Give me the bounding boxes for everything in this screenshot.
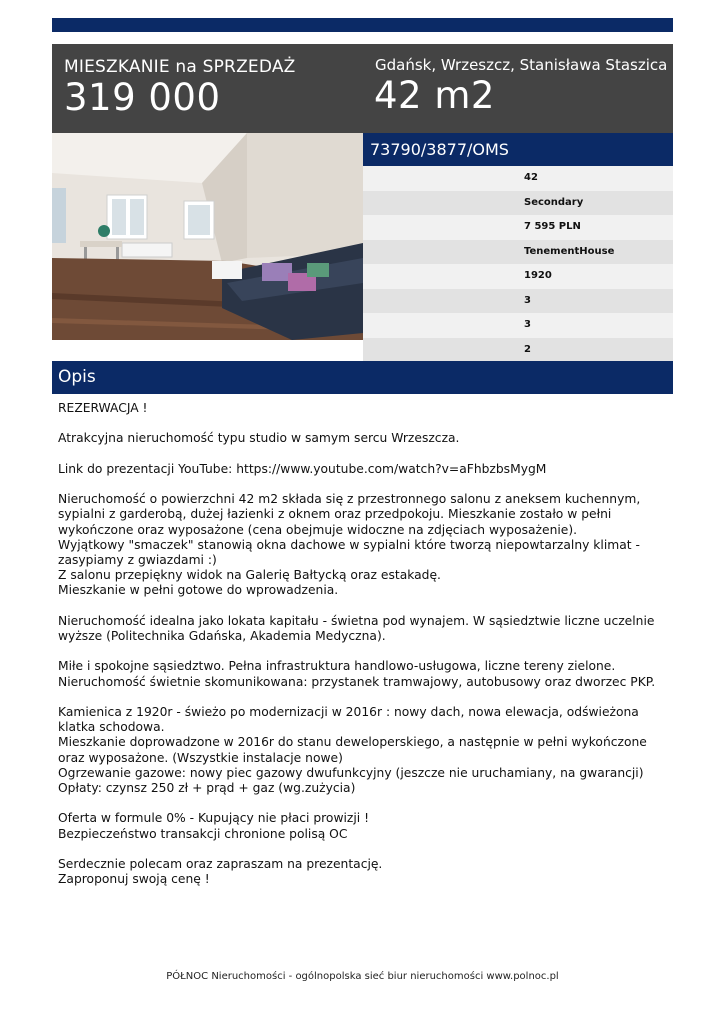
location: Gdańsk, Wrzeszcz, Stanisława Staszica bbox=[375, 56, 668, 74]
paragraph bbox=[58, 462, 658, 477]
text-line: Wyjątkowy "smaczek" stanowią okna dachowe w sypialni które tworzą niepowtarzalny klimat - zasypiamy z gwiazdami :) bbox=[58, 537, 640, 567]
page-footer: PÓŁNOC Nieruchomości - ogólnopolska sieć biur nieruchomości www.polnoc.pl bbox=[166, 971, 559, 982]
offer-type: MIESZKANIE na SPRZEDAŻ bbox=[64, 57, 296, 77]
paragraph bbox=[58, 705, 658, 796]
paragraph bbox=[58, 492, 658, 598]
paragraph bbox=[58, 614, 658, 644]
text-line: Mieszkanie w pełni gotowe do wprowadzenia. bbox=[58, 583, 339, 598]
detail-row: 7 595 PLN bbox=[363, 215, 673, 240]
youtube-link[interactable]: Link do prezentacji YouTube: https://www.youtube.com/watch?v=aFhbzbsMygM bbox=[58, 461, 547, 476]
text-line: Atrakcyjna nieruchomość typu studio w samym sercu Wrzeszcza. bbox=[58, 431, 460, 446]
reference-number: 73790/3877/OMS bbox=[363, 133, 673, 166]
detail-row: 2 bbox=[363, 338, 673, 363]
area: 42 m2 bbox=[374, 74, 495, 117]
text-line: Serdecznie polecam oraz zapraszam na prezentację. bbox=[58, 856, 383, 871]
text-line: Opłaty: czynsz 250 zł + prąd + gaz (wg.zużycia) bbox=[58, 780, 356, 795]
text-line: Ogrzewanie gazowe: nowy piec gazowy dwufunkcyjny (jeszcze nie uruchamiany, na gwarancji) bbox=[58, 765, 644, 780]
description-title: Opis bbox=[58, 367, 96, 387]
detail-row: Secondary bbox=[363, 191, 673, 216]
detail-row: TenementHouse bbox=[363, 240, 673, 265]
text-line: Nieruchomość idealna jako lokata kapitału - świetna pod wynajem. W sąsiedztwie liczne uczelnie wyższe (Politechnika Gdańska, Akademia Medyczna). bbox=[58, 613, 655, 643]
text-line: Oferta w formule 0% - Kupujący nie płaci prowizji ! bbox=[58, 811, 370, 826]
paragraph bbox=[58, 857, 658, 887]
paragraph bbox=[58, 659, 658, 689]
details-table bbox=[363, 166, 673, 362]
text-line: Zaproponuj swoją cenę ! bbox=[58, 872, 210, 887]
top-accent-bar bbox=[52, 18, 673, 32]
text-line: Nieruchomość świetnie skomunikowana: przystanek tramwajowy, autobusowy oraz dworzec PKP. bbox=[58, 674, 656, 689]
text-line: Kamienica z 1920r - świeżo po modernizacji w 2016r : nowy dach, nowa elewacja, odświeżona klatka schodowa. bbox=[58, 704, 639, 735]
text-line: Nieruchomość o powierzchni 42 m2 składa się z przestronnego salonu z aneksem kuchennym, sypialni z garderobą, dużej łazienki z oknem oraz przedpokoju. Mieszkanie zostało w pełni wykończone oraz wyposażone (cena obejmuje widoczne na zdjęciach wyposażenie). bbox=[58, 492, 641, 537]
detail-row: 1920 bbox=[363, 264, 673, 289]
text-line: Mieszkanie doprowadzone w 2016r do stanu deweloperskiego, a następnie w pełni wykończone oraz wyposażone. (Wszystkie instalacje nowe) bbox=[58, 735, 647, 765]
paragraph bbox=[58, 431, 658, 446]
paragraph bbox=[58, 401, 658, 416]
text-line: Miłe i spokojne sąsiedztwo. Pełna infrastruktura handlowo-usługowa, liczne tereny zielone. bbox=[58, 659, 616, 674]
details-panel bbox=[363, 133, 673, 362]
text-line: Z salonu przepiękny widok na Galerię Bałtycką oraz estakadę. bbox=[58, 568, 441, 583]
price: 319 000 bbox=[64, 76, 221, 119]
detail-row: 3 bbox=[363, 289, 673, 314]
text-line: REZERWACJA ! bbox=[58, 401, 148, 415]
detail-row: 42 bbox=[363, 166, 673, 191]
description-body bbox=[58, 401, 658, 903]
paragraph bbox=[58, 811, 658, 841]
description-heading bbox=[52, 361, 673, 394]
listing-header bbox=[52, 44, 673, 133]
detail-row: 3 bbox=[363, 313, 673, 338]
text-line: Bezpieczeństwo transakcji chronione polisą OC bbox=[58, 826, 348, 841]
property-photo bbox=[52, 133, 363, 340]
